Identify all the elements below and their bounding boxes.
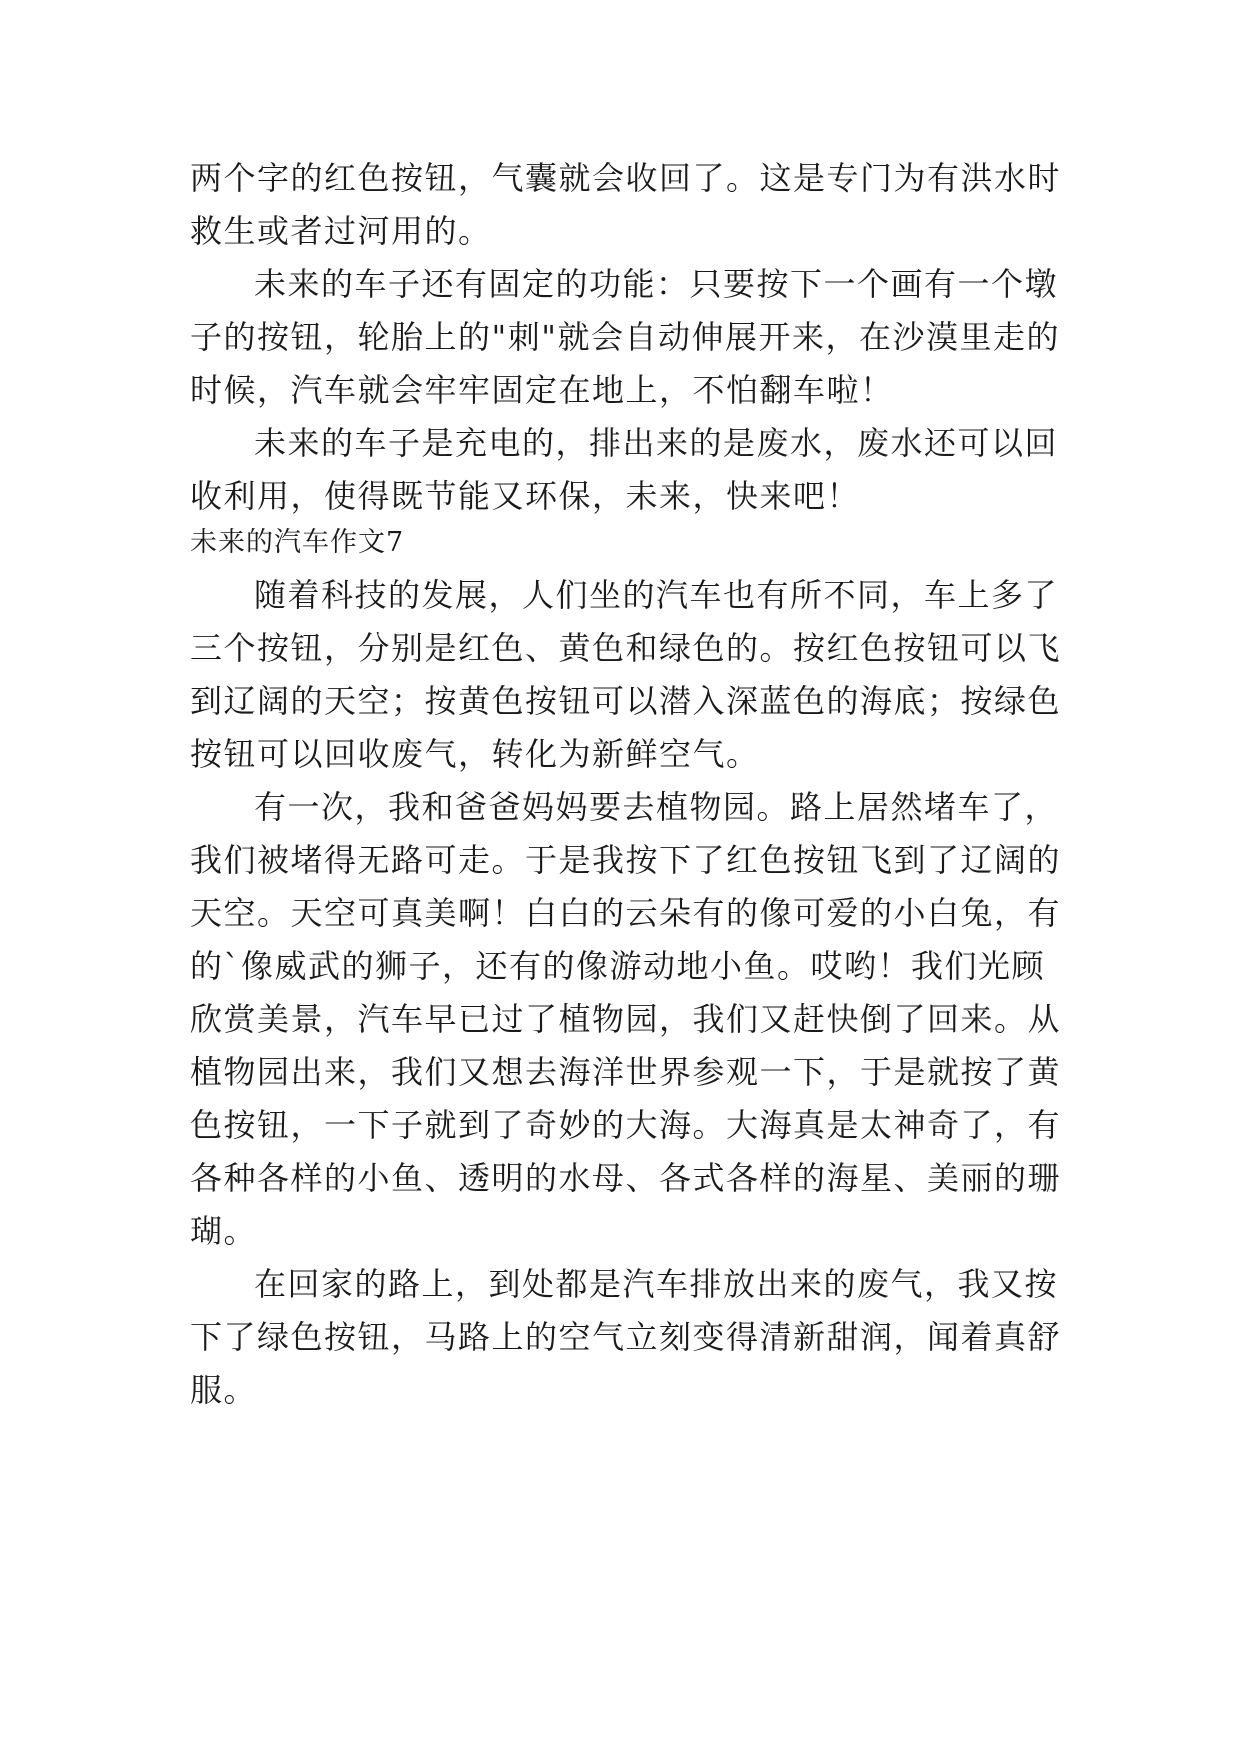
paragraph-first-line: 未来的车子是充电的，排出来的是废水，废水还可以回: [254, 424, 1059, 462]
body-line: 下了绿色按钮，马路上的空气立刻变得清新甜润，闻着真舒: [190, 1318, 1062, 1356]
body-line: 天空。天空可真美啊！白白的云朵有的像可爱的小白兔，有: [190, 894, 1062, 932]
paragraph-first-line: 在回家的路上，到处都是汽车排放出来的废气，我又按: [254, 1265, 1059, 1303]
section-heading: 未来的汽车作文7: [190, 527, 405, 558]
body-line: 收利用，使得既节能又环保，未来，快来吧！: [190, 477, 861, 515]
body-line: 我们被堵得无路可走。于是我按下了红色按钮飞到了辽阔的: [190, 841, 1062, 879]
body-line: 到辽阔的天空；按黄色按钮可以潜入深蓝色的海底；按绿色: [190, 682, 1062, 720]
body-line: 色按钮，一下子就到了奇妙的大海。大海真是太神奇了，有: [190, 1106, 1062, 1144]
body-line: 时候，汽车就会牢牢固定在地上，不怕翻车啦！: [190, 371, 894, 409]
body-line: 欣赏美景，汽车早已过了植物园，我们又赶快倒了回来。从: [190, 1000, 1062, 1038]
body-line: 子的按钮，轮胎上的"刺"就会自动伸展开来，在沙漠里走的: [190, 318, 1060, 356]
body-line: 三个按钮，分别是红色、黄色和绿色的。按红色按钮可以飞: [190, 629, 1062, 667]
paragraph-first-line: 未来的车子还有固定的功能：只要按下一个画有一个墩: [254, 265, 1059, 303]
body-line: 瑚。: [190, 1212, 258, 1250]
paragraph-first-line: 随着科技的发展，人们坐的汽车也有所不同，车上多了: [254, 576, 1059, 614]
body-line: 两个字的红色按钮，气囊就会收回了。这是专门为有洪水时: [190, 159, 1062, 197]
body-line: 各种各样的小鱼、透明的水母、各式各样的海星、美丽的珊: [190, 1159, 1062, 1197]
body-line: 救生或者过河用的。: [190, 212, 492, 250]
body-line: 的`像威武的狮子，还有的像游动地小鱼。哎哟！我们光顾: [190, 947, 1046, 985]
body-line: 按钮可以回收废气，转化为新鲜空气。: [190, 735, 760, 773]
body-line: 服。: [190, 1371, 258, 1409]
paragraph-first-line: 有一次，我和爸爸妈妈要去植物园。路上居然堵车了，: [254, 788, 1059, 826]
body-line: 植物园出来，我们又想去海洋世界参观一下，于是就按了黄: [190, 1053, 1062, 1091]
